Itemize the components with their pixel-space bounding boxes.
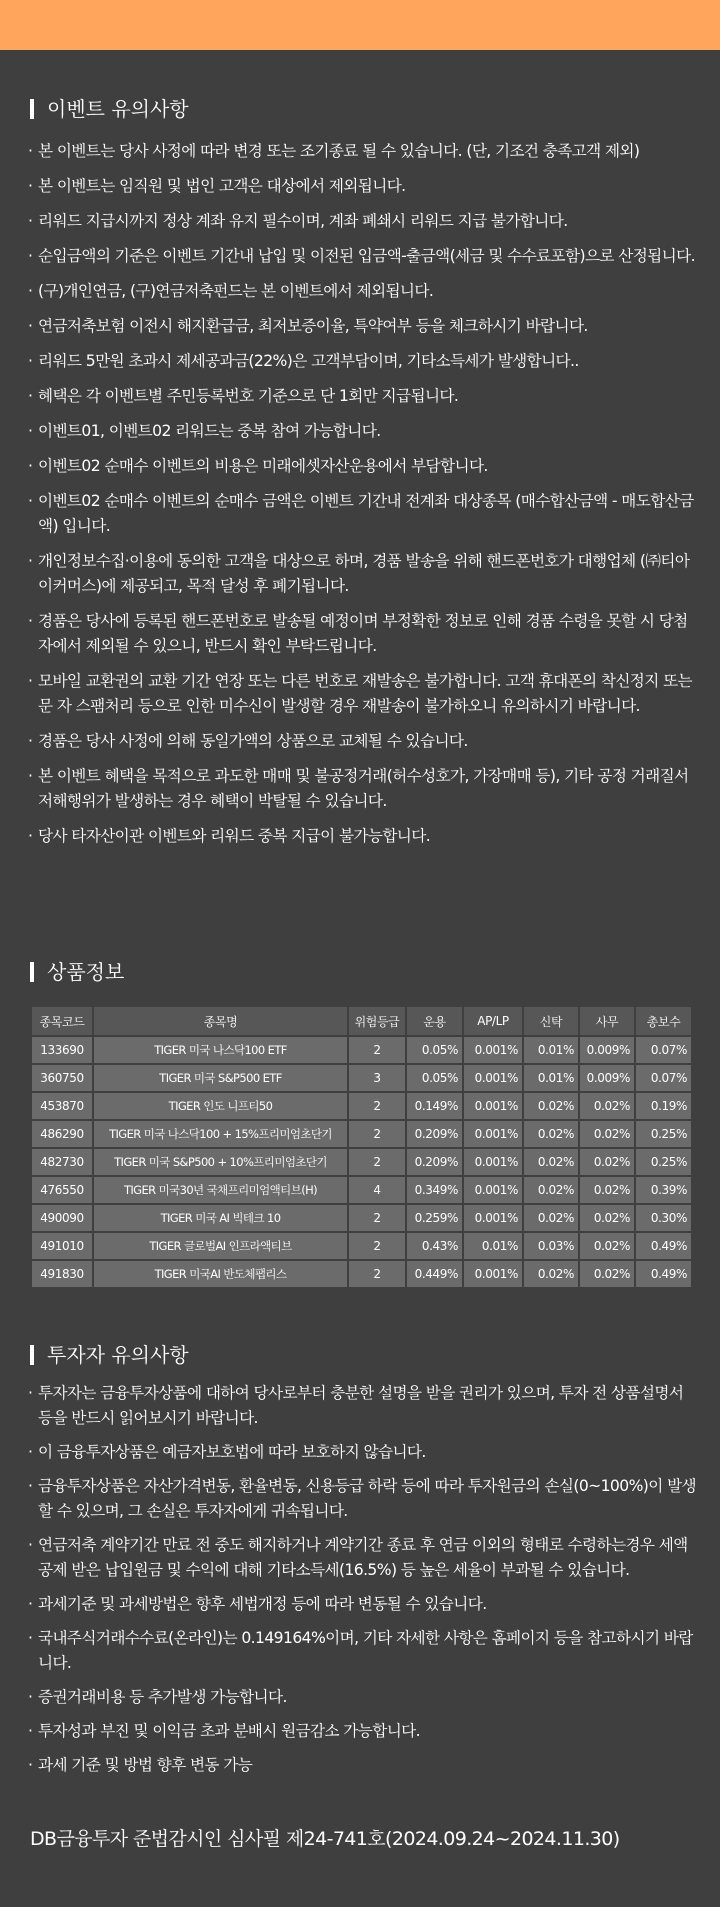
top-accent-band bbox=[0, 0, 720, 50]
products-title-text: 상품정보 bbox=[47, 960, 125, 984]
cell-name: TIGER 글로벌AI 인프라액티브 bbox=[93, 1232, 348, 1260]
cell-total-fee: 0.19% bbox=[635, 1092, 692, 1120]
cell-code: 491830 bbox=[31, 1260, 93, 1288]
event-notice-item: · 본 이벤트 혜택을 목적으로 과도한 매매 및 불공정거래(허수성호가, 가장매매 등), 기타 공정 거래질서 저해행위가 발생하는 경우 혜택이 박탈될 수 있습니다. bbox=[28, 764, 698, 814]
cell-aplp: 0.001% bbox=[463, 1064, 523, 1092]
table-row bbox=[31, 1036, 692, 1064]
cell-risk: 3 bbox=[348, 1064, 406, 1092]
cell-total-fee: 0.07% bbox=[635, 1064, 692, 1092]
investor-notice-item: · 투자성과 부진 및 이익금 초과 분배시 원금감소 가능합니다. bbox=[28, 1719, 698, 1744]
cell-total-fee: 0.39% bbox=[635, 1176, 692, 1204]
cell-total-fee: 0.25% bbox=[635, 1120, 692, 1148]
cell-total-fee: 0.49% bbox=[635, 1260, 692, 1288]
products-section-title bbox=[30, 960, 124, 984]
cell-admin: 0.02% bbox=[579, 1148, 635, 1176]
header-management: 운용 bbox=[406, 1006, 463, 1036]
event-notice-item: · 혜택은 각 이벤트별 주민등록번호 기준으로 단 1회만 지급됩니다. bbox=[28, 384, 698, 409]
cell-trust: 0.02% bbox=[523, 1120, 579, 1148]
cell-total-fee: 0.30% bbox=[635, 1204, 692, 1232]
table-row bbox=[31, 1064, 692, 1092]
event-notice-item: · 순입금액의 기준은 이벤트 기간내 납입 및 이전된 입금액-출금액(세금 및 수수료포함)으로 산정됩니다. bbox=[28, 244, 698, 269]
cell-name: TIGER 인도 니프티50 bbox=[93, 1092, 348, 1120]
cell-risk: 2 bbox=[348, 1092, 406, 1120]
investor-notice-item: · 투자자는 금융투자상품에 대하여 당사로부터 충분한 설명을 받을 권리가 있으며, 투자 전 상품설명서 등을 반드시 읽어보시기 바랍니다. bbox=[28, 1381, 698, 1431]
table-row bbox=[31, 1232, 692, 1260]
cell-code: 476550 bbox=[31, 1176, 93, 1204]
cell-name: TIGER 미국 S&P500 + 10%프리미엄초단기 bbox=[93, 1148, 348, 1176]
event-notice-item: · 이벤트02 순매수 이벤트의 순매수 금액은 이벤트 기간내 전계좌 대상종목 (매수합산금액 - 매도합산금액) 입니다. bbox=[28, 489, 698, 539]
cell-management: 0.43% bbox=[406, 1232, 463, 1260]
table-row bbox=[31, 1148, 692, 1176]
investor-notice-list bbox=[28, 1381, 698, 1787]
header-name: 종목명 bbox=[93, 1006, 348, 1036]
table-row bbox=[31, 1260, 692, 1288]
investor-section-title bbox=[30, 1343, 189, 1367]
cell-risk: 2 bbox=[348, 1148, 406, 1176]
cell-admin: 0.02% bbox=[579, 1232, 635, 1260]
table-row bbox=[31, 1120, 692, 1148]
event-notice-item: · (구)개인연금, (구)연금저축펀드는 본 이벤트에서 제외됩니다. bbox=[28, 279, 698, 304]
cell-management: 0.05% bbox=[406, 1064, 463, 1092]
cell-aplp: 0.001% bbox=[463, 1204, 523, 1232]
cell-management: 0.149% bbox=[406, 1092, 463, 1120]
cell-aplp: 0.001% bbox=[463, 1036, 523, 1064]
cell-admin: 0.02% bbox=[579, 1204, 635, 1232]
cell-aplp: 0.001% bbox=[463, 1260, 523, 1288]
compliance-approval-note: DB금융투자 준법감시인 심사필 제24-741호(2024.09.24~2024.11.30) bbox=[30, 1828, 620, 1850]
event-notice-item: · 이벤트02 순매수 이벤트의 비용은 미래에셋자산운용에서 부담합니다. bbox=[28, 454, 698, 479]
cell-management: 0.449% bbox=[406, 1260, 463, 1288]
table-row bbox=[31, 1176, 692, 1204]
investor-notice-item: · 증권거래비용 등 추가발생 가능합니다. bbox=[28, 1685, 698, 1710]
cell-management: 0.05% bbox=[406, 1036, 463, 1064]
event-notice-item: · 당사 타자산이관 이벤트와 리워드 중복 지급이 불가능합니다. bbox=[28, 824, 698, 849]
title-bar-icon bbox=[30, 962, 34, 982]
investor-title-text: 투자자 유의사항 bbox=[47, 1343, 189, 1367]
title-bar-icon bbox=[30, 99, 34, 119]
cell-aplp: 0.01% bbox=[463, 1232, 523, 1260]
cell-name: TIGER 미국 나스닥100 + 15%프리미엄초단기 bbox=[93, 1120, 348, 1148]
cell-name: TIGER 미국 AI 빅테크 10 bbox=[93, 1204, 348, 1232]
event-notice-item: · 개인정보수집·이용에 동의한 고객을 대상으로 하며, 경품 발송을 위해 핸드폰번호가 대행업체 (㈜티아이커머스)에 제공되고, 목적 달성 후 폐기됩니다. bbox=[28, 549, 698, 599]
table-row bbox=[31, 1204, 692, 1232]
cell-admin: 0.009% bbox=[579, 1064, 635, 1092]
event-notice-item: · 경품은 당사 사정에 의해 동일가액의 상품으로 교체될 수 있습니다. bbox=[28, 729, 698, 754]
table-header-row bbox=[31, 1006, 692, 1036]
cell-admin: 0.02% bbox=[579, 1120, 635, 1148]
cell-risk: 4 bbox=[348, 1176, 406, 1204]
cell-management: 0.209% bbox=[406, 1120, 463, 1148]
investor-notice-item: · 과세 기준 및 방법 향후 변동 가능 bbox=[28, 1753, 698, 1778]
cell-name: TIGER 미국 S&P500 ETF bbox=[93, 1064, 348, 1092]
cell-total-fee: 0.49% bbox=[635, 1232, 692, 1260]
cell-admin: 0.02% bbox=[579, 1176, 635, 1204]
header-aplp: AP/LP bbox=[463, 1006, 523, 1036]
cell-total-fee: 0.25% bbox=[635, 1148, 692, 1176]
cell-name: TIGER 미국 나스닥100 ETF bbox=[93, 1036, 348, 1064]
cell-trust: 0.02% bbox=[523, 1260, 579, 1288]
events-title-text: 이벤트 유의사항 bbox=[47, 97, 189, 121]
event-notice-item: · 리워드 지급시까지 정상 계좌 유지 필수이며, 계좌 폐쇄시 리워드 지급 불가합니다. bbox=[28, 209, 698, 234]
cell-code: 482730 bbox=[31, 1148, 93, 1176]
events-section-title bbox=[30, 97, 189, 121]
cell-code: 360750 bbox=[31, 1064, 93, 1092]
header-risk: 위험등급 bbox=[348, 1006, 406, 1036]
cell-risk: 2 bbox=[348, 1120, 406, 1148]
event-notice-item: · 본 이벤트는 임직원 및 법인 고객은 대상에서 제외됩니다. bbox=[28, 174, 698, 199]
cell-trust: 0.02% bbox=[523, 1204, 579, 1232]
cell-management: 0.259% bbox=[406, 1204, 463, 1232]
investor-notice-item: · 금융투자상품은 자산가격변동, 환율변동, 신용등급 하락 등에 따라 투자원금의 손실(0~100%)이 발생할 수 있으며, 그 손실은 투자자에게 귀속됩니다. bbox=[28, 1474, 698, 1524]
header-trust: 신탁 bbox=[523, 1006, 579, 1036]
cell-aplp: 0.001% bbox=[463, 1148, 523, 1176]
event-notice-item: · 이벤트01, 이벤트02 리워드는 중복 참여 가능합니다. bbox=[28, 419, 698, 444]
cell-code: 490090 bbox=[31, 1204, 93, 1232]
event-notice-item: · 경품은 당사에 등록된 핸드폰번호로 발송될 예정이며 부정확한 정보로 인해 경품 수령을 못할 시 당첨자에서 제외될 수 있으니, 반드시 확인 부탁드립니다. bbox=[28, 609, 698, 659]
cell-management: 0.209% bbox=[406, 1148, 463, 1176]
cell-code: 453870 bbox=[31, 1092, 93, 1120]
cell-management: 0.349% bbox=[406, 1176, 463, 1204]
cell-trust: 0.01% bbox=[523, 1064, 579, 1092]
cell-aplp: 0.001% bbox=[463, 1120, 523, 1148]
cell-admin: 0.009% bbox=[579, 1036, 635, 1064]
cell-trust: 0.02% bbox=[523, 1092, 579, 1120]
header-total-fee: 총보수 bbox=[635, 1006, 692, 1036]
investor-notice-item: · 이 금융투자상품은 예금자보호법에 따라 보호하지 않습니다. bbox=[28, 1440, 698, 1465]
table-row bbox=[31, 1092, 692, 1120]
event-notice-item: · 연금저축보험 이전시 해지환급금, 최저보증이율, 특약여부 등을 체크하시기 바랍니다. bbox=[28, 314, 698, 339]
cell-admin: 0.02% bbox=[579, 1092, 635, 1120]
cell-code: 486290 bbox=[31, 1120, 93, 1148]
header-code: 종목코드 bbox=[31, 1006, 93, 1036]
header-admin: 사무 bbox=[579, 1006, 635, 1036]
cell-code: 491010 bbox=[31, 1232, 93, 1260]
cell-admin: 0.02% bbox=[579, 1260, 635, 1288]
investor-notice-item: · 과세기준 및 과세방법은 향후 세법개정 등에 따라 변동될 수 있습니다. bbox=[28, 1592, 698, 1617]
cell-code: 133690 bbox=[31, 1036, 93, 1064]
event-notice-item: · 리워드 5만원 초과시 제세공과금(22%)은 고객부담이며, 기타소득세가 발생합니다.. bbox=[28, 349, 698, 374]
cell-risk: 2 bbox=[348, 1036, 406, 1064]
cell-risk: 2 bbox=[348, 1204, 406, 1232]
product-info-table bbox=[30, 1005, 693, 1289]
cell-name: TIGER 미국30년 국채프리미엄액티브(H) bbox=[93, 1176, 348, 1204]
cell-aplp: 0.001% bbox=[463, 1092, 523, 1120]
investor-notice-item: · 연금저축 계약기간 만료 전 중도 해지하거나 계약기간 종료 후 연금 이외의 형태로 수령하는경우 세액공제 받은 납입원금 및 수익에 대해 기타소득세(16.5%) 등 높은 세율이 부과될 수 있습니다. bbox=[28, 1533, 698, 1583]
event-notice-item: · 모바일 교환권의 교환 기간 연장 또는 다른 번호로 재발송은 불가합니다. 고객 휴대폰의 착신정지 또는 문 자 스팸처리 등으로 인한 미수신이 발생할 경우 재발송이 불가하오니 유의하시기 바랍니다. bbox=[28, 669, 698, 719]
event-notice-item: · 본 이벤트는 당사 사정에 따라 변경 또는 조기종료 될 수 있습니다. (단, 기조건 충족고객 제외) bbox=[28, 139, 698, 164]
cell-risk: 2 bbox=[348, 1232, 406, 1260]
cell-trust: 0.03% bbox=[523, 1232, 579, 1260]
cell-trust: 0.01% bbox=[523, 1036, 579, 1064]
investor-notice-item: · 국내주식거래수수료(온라인)는 0.149164%이며, 기타 자세한 사항은 홈페이지 등을 참고하시기 바랍니다. bbox=[28, 1626, 698, 1676]
cell-risk: 2 bbox=[348, 1260, 406, 1288]
cell-trust: 0.02% bbox=[523, 1176, 579, 1204]
cell-aplp: 0.001% bbox=[463, 1176, 523, 1204]
events-notice-list bbox=[28, 139, 698, 859]
cell-name: TIGER 미국AI 반도체팹리스 bbox=[93, 1260, 348, 1288]
cell-total-fee: 0.07% bbox=[635, 1036, 692, 1064]
title-bar-icon bbox=[30, 1345, 34, 1365]
cell-trust: 0.02% bbox=[523, 1148, 579, 1176]
